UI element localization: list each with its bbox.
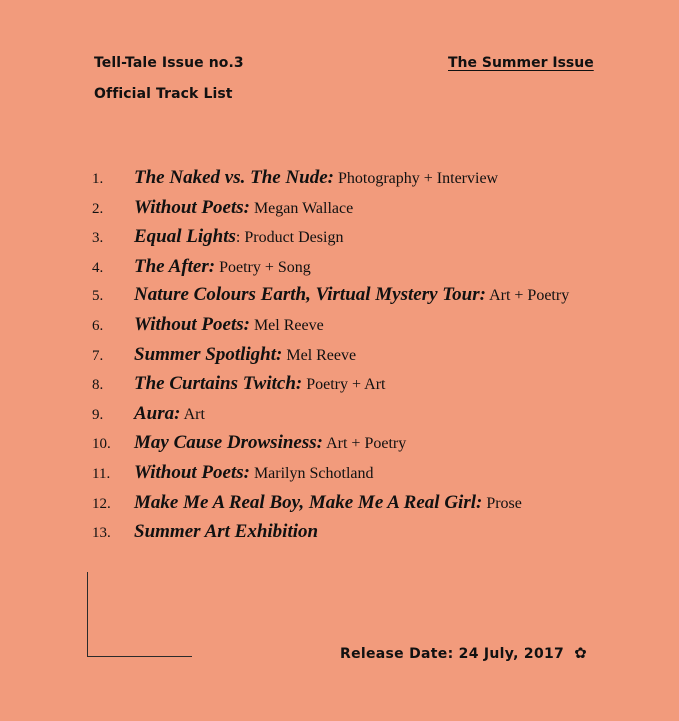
track-number: 13. xyxy=(92,525,111,542)
corner-rule-horizontal xyxy=(87,656,192,657)
track-title: Nature Colours Earth, Virtual Mystery Tour: xyxy=(134,284,486,306)
corner-rule-vertical xyxy=(87,572,88,657)
track-description: Megan Wallace xyxy=(249,199,354,217)
track-description: Poetry + Art xyxy=(302,376,386,394)
track-description: Mel Reeve xyxy=(249,316,324,334)
track-item-13 xyxy=(92,518,592,548)
track-list-heading: Official Track List xyxy=(94,86,233,102)
track-title: Without Poets: xyxy=(134,313,250,335)
release-line xyxy=(340,645,587,662)
track-item-6 xyxy=(92,311,592,341)
track-title: The After: xyxy=(134,255,216,277)
track-number: 3. xyxy=(92,230,104,247)
track-item-5 xyxy=(92,282,592,311)
track-title: May Cause Drowsiness: xyxy=(134,432,323,454)
track-title: Without Poets: xyxy=(134,461,250,483)
track-number: 8. xyxy=(92,377,104,394)
track-description: Prose xyxy=(482,494,522,512)
track-title: Make Me A Real Boy, Make Me A Real Girl: xyxy=(134,491,483,513)
track-number: 11. xyxy=(92,465,111,482)
track-title: Aura: xyxy=(134,402,181,424)
track-description: Art xyxy=(180,405,205,423)
track-number: 9. xyxy=(92,406,104,423)
track-description: : Product Design xyxy=(235,229,344,247)
release-date: Release Date: 24 July, 2017 xyxy=(340,646,565,662)
track-number: 2. xyxy=(92,200,104,217)
track-title: Summer Art Exhibition xyxy=(134,521,319,543)
issue-name: The Summer Issue xyxy=(448,55,594,71)
track-number: 4. xyxy=(92,259,104,276)
track-title: Equal Lights xyxy=(134,226,236,248)
track-number: 7. xyxy=(92,347,104,364)
track-item-4 xyxy=(92,253,592,283)
track-number: 10. xyxy=(92,436,111,453)
track-title: Summer Spotlight: xyxy=(134,343,283,365)
flower-icon: ✿ xyxy=(574,644,587,662)
track-item-1 xyxy=(92,164,592,194)
track-number: 1. xyxy=(92,171,104,187)
track-item-7 xyxy=(92,341,592,371)
track-item-12 xyxy=(92,489,592,519)
track-item-9 xyxy=(92,400,592,430)
track-item-8 xyxy=(92,370,592,400)
track-number: 5. xyxy=(92,288,104,305)
track-item-2 xyxy=(92,194,592,224)
track-description: Photography + Interview xyxy=(334,170,499,187)
track-description: Poetry + Song xyxy=(215,258,311,276)
track-title: Without Poets: xyxy=(134,196,250,218)
track-item-11 xyxy=(92,459,592,489)
track-description: Art + Poetry xyxy=(485,287,570,305)
track-title: The Naked vs. The Nude: xyxy=(134,167,334,188)
issue-title: Tell-Tale Issue no.3 xyxy=(94,55,244,71)
track-description: Mel Reeve xyxy=(282,346,357,364)
track-description: Marilyn Schotland xyxy=(249,464,374,482)
header-left xyxy=(94,55,244,102)
track-number: 6. xyxy=(92,317,104,334)
track-number: 12. xyxy=(92,495,111,512)
track-item-10 xyxy=(92,429,592,459)
track-description: Art + Poetry xyxy=(322,435,407,453)
track-title: The Curtains Twitch: xyxy=(134,373,303,395)
track-item-3 xyxy=(92,223,592,253)
track-list xyxy=(92,164,592,548)
